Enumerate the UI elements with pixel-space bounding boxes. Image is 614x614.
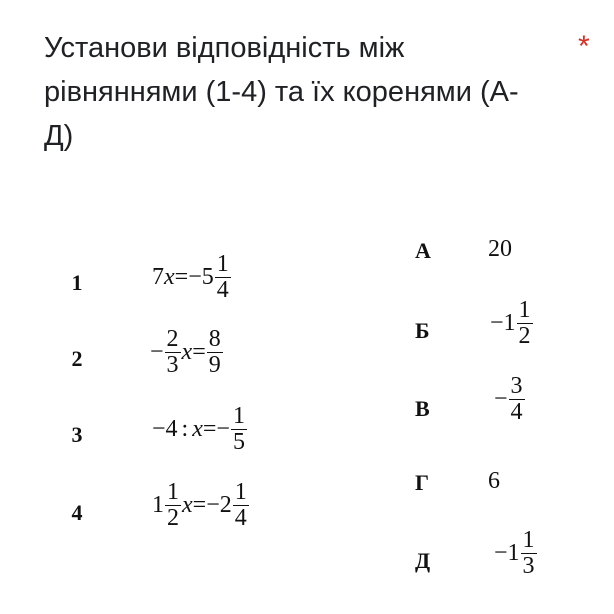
equation-number-4: 4 [71,500,83,525]
eq4-rhs-sign: − [206,492,220,519]
option-e-sign: − [494,540,508,567]
option-value-d: 6 [488,468,500,494]
eq2-equals: = [192,339,206,366]
eq2-lhs-sign: − [150,339,164,366]
equation-3 [152,404,248,455]
eq4-rhs-numerator: 1 [234,479,247,505]
eq2-rhs-denominator: 9 [208,352,221,379]
eq4-rhs-denominator: 4 [234,505,247,532]
option-letter-e: Д [415,548,431,573]
required-asterisk: * [578,30,590,63]
option-b-fraction [517,298,533,349]
option-value-a: 20 [488,236,512,262]
eq1-rhs-whole: 5 [201,264,214,291]
equation-number-3: 3 [71,422,83,447]
eq4-variable: x [182,492,193,519]
eq3-lhs: −4 [152,416,178,443]
option-c-fraction [509,374,525,425]
eq1-equals: = [174,264,189,291]
option-value-b [490,298,534,349]
eq2-lhs-denominator: 3 [166,352,179,379]
option-c-sign: − [494,386,508,413]
eq4-lhs-whole: 1 [152,492,164,519]
eq1-rhs-fraction [215,252,231,303]
eq2-variable: x [181,339,193,366]
eq1-variable: x [164,264,175,291]
option-letter-d: Г [415,470,429,495]
equation-number-2: 2 [71,346,83,371]
option-value-e [494,528,538,579]
equation-4 [152,480,250,531]
eq3-rhs-denominator: 5 [232,429,245,456]
eq4-lhs-numerator: 1 [167,479,179,505]
option-c-denominator: 4 [510,399,523,426]
eq2-rhs-numerator: 8 [208,326,221,352]
option-b-denominator: 2 [518,323,531,350]
eq3-rhs-sign: − [216,416,230,443]
eq1-coefficient: 7 [152,264,164,291]
question-text: Установи відповідність між рівняннями (1-4) та їх коренями (А-Д) [44,32,519,152]
equation-1 [152,252,232,303]
eq4-lhs-denominator: 2 [167,505,179,532]
option-c-numerator: 3 [510,373,523,399]
eq3-rhs-fraction [231,404,247,455]
option-letter-b: Б [415,318,430,343]
equation-2 [150,327,224,378]
option-b-whole: 1 [503,310,516,337]
option-e-denominator: 3 [522,553,535,580]
option-e-numerator: 1 [522,527,535,553]
eq2-lhs-numerator: 2 [166,326,179,352]
eq3-divide: : [181,416,189,443]
eq4-equals: = [192,492,207,519]
eq2-lhs-fraction [165,327,181,378]
eq3-variable: x [192,416,203,443]
option-value-c [494,374,526,425]
option-e-whole: 1 [507,540,520,567]
eq1-rhs-numerator: 1 [216,251,229,277]
eq4-lhs-fraction [165,480,181,531]
option-b-sign: − [490,310,504,337]
eq3-rhs-numerator: 1 [232,403,245,429]
equation-number-1: 1 [71,270,83,295]
eq4-rhs-whole: 2 [219,492,232,519]
eq1-rhs-sign: − [188,264,202,291]
option-b-numerator: 1 [518,297,531,323]
eq4-rhs-fraction [233,480,249,531]
option-letter-a: А [415,238,431,263]
option-e-fraction [521,528,537,579]
eq3-equals: = [202,416,217,443]
eq1-rhs-denominator: 4 [216,277,229,304]
eq2-rhs-fraction [207,327,223,378]
option-letter-c: В [415,396,430,421]
